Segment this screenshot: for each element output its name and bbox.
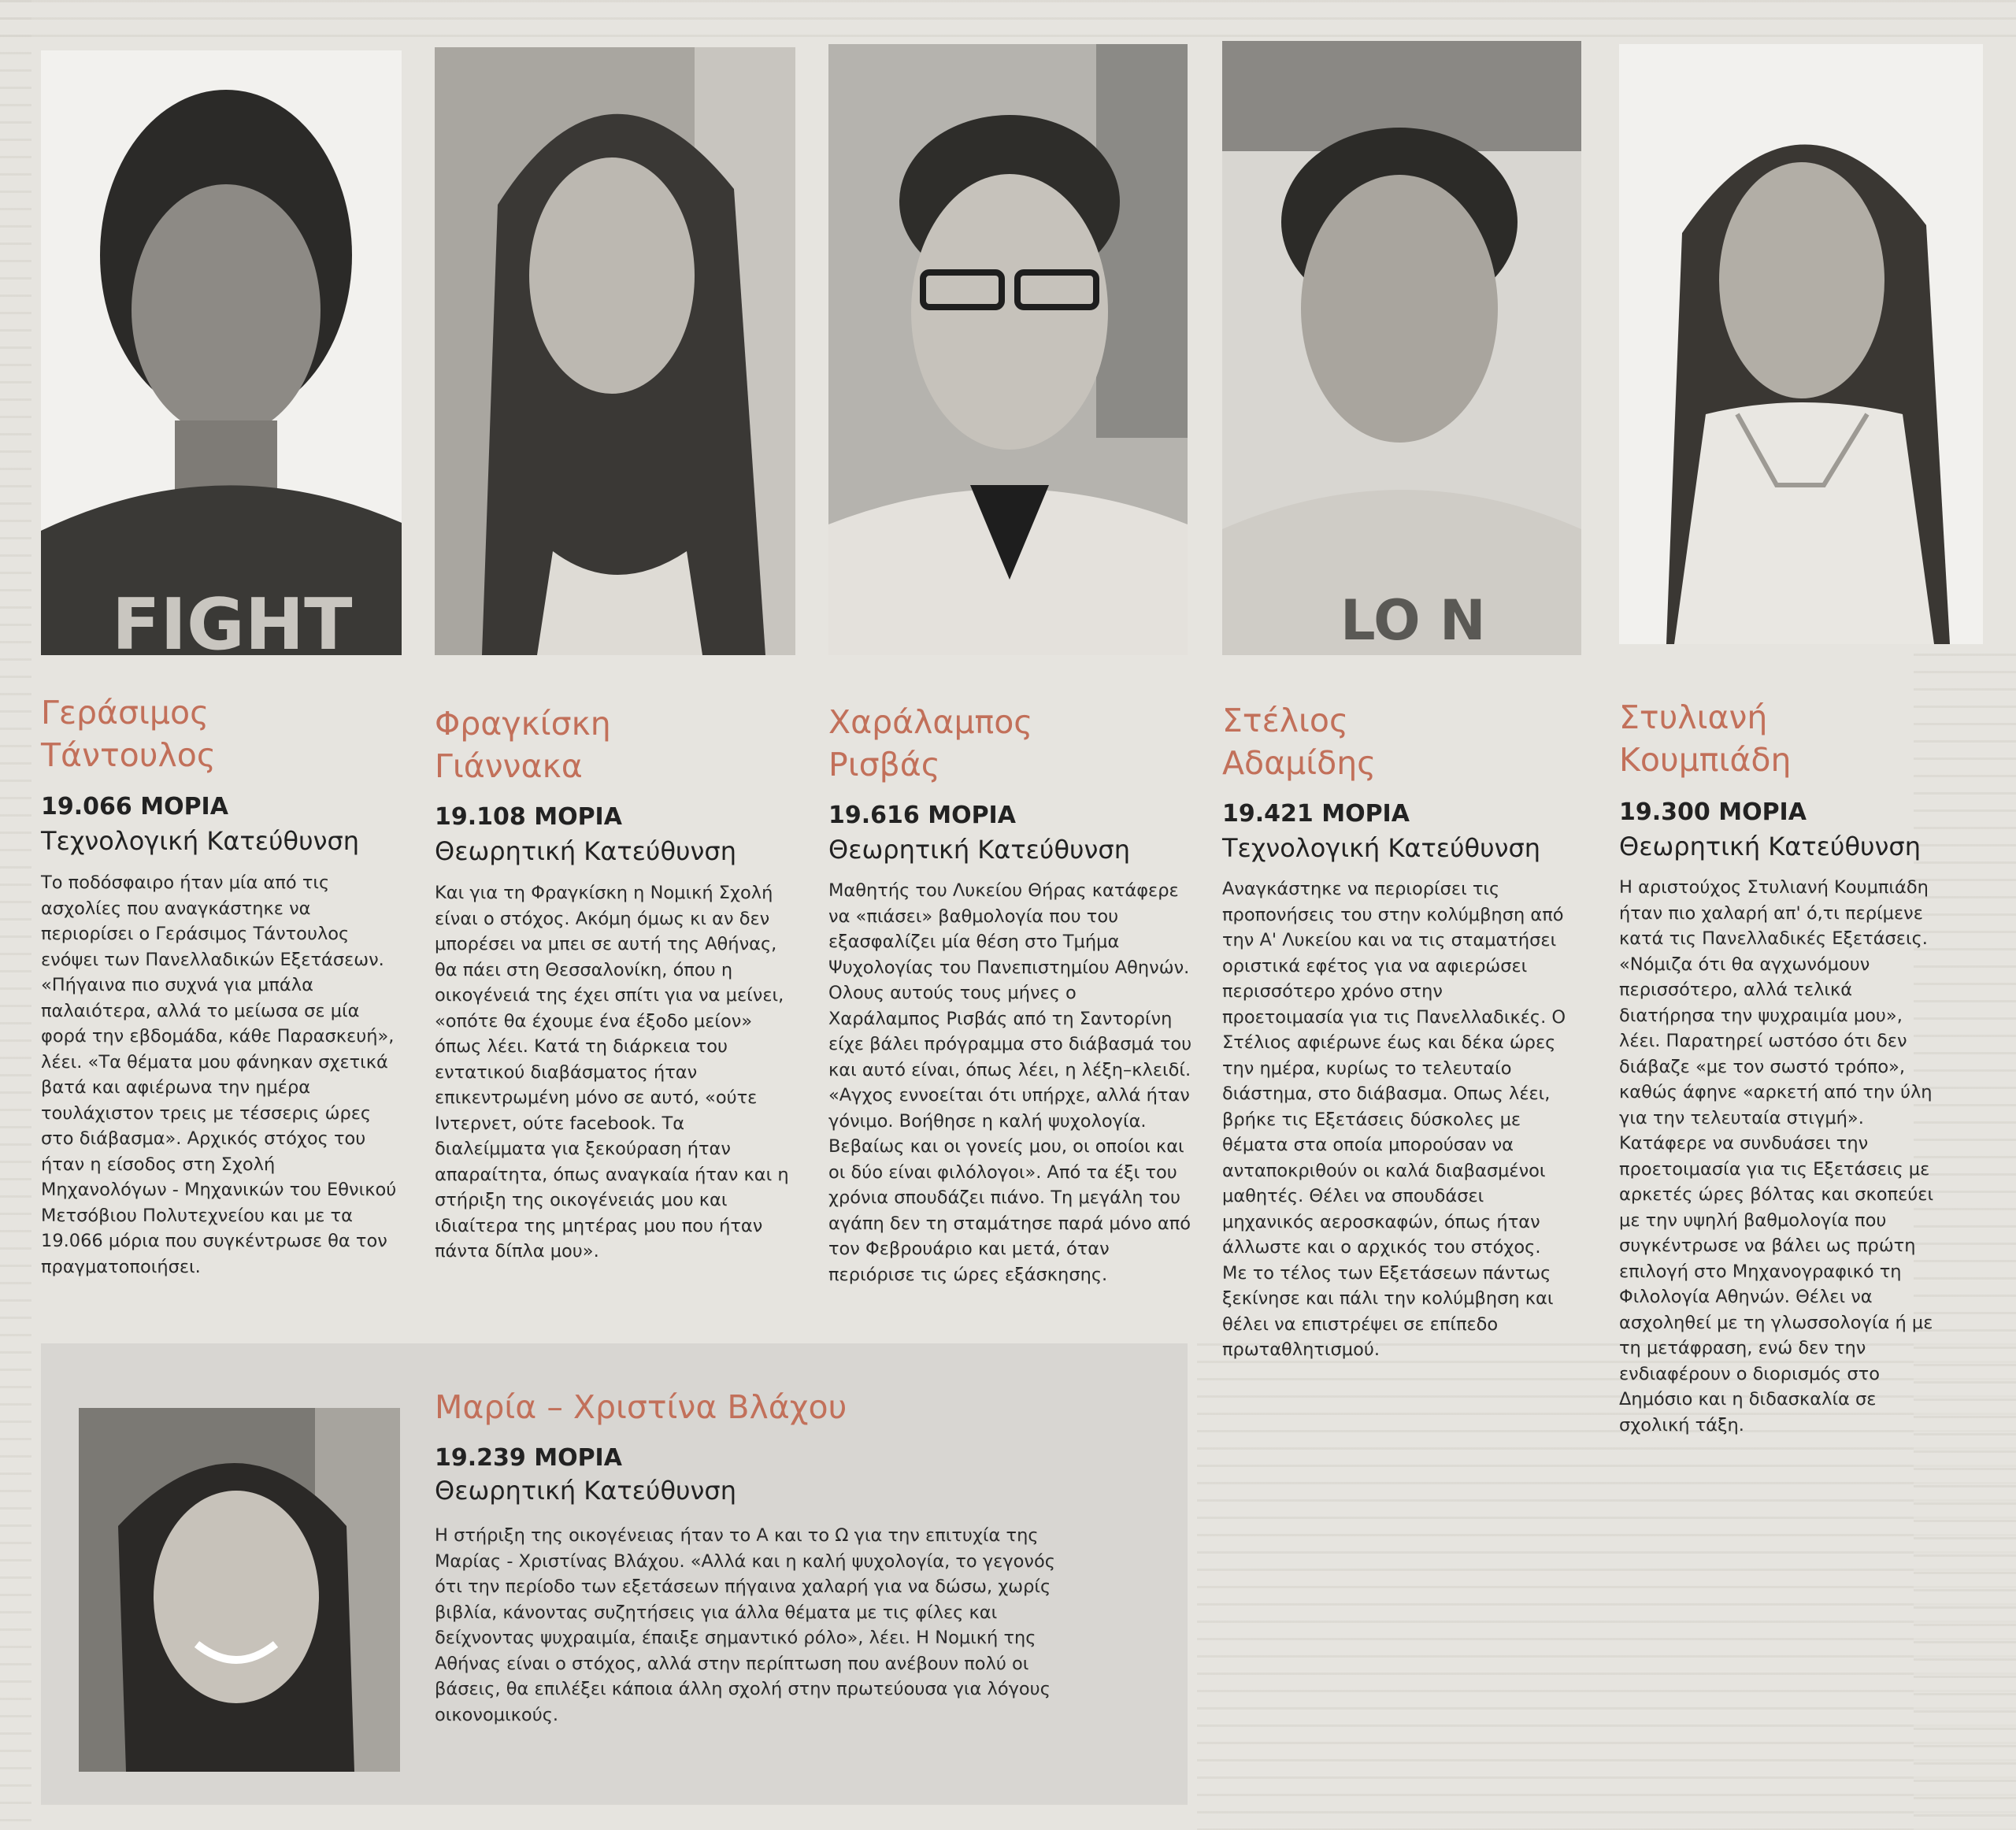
story-text: Το ποδόσφαιρο ήταν μία από τις ασχολίες που αναγκάστηκε να περιορίσει ο Γεράσιμος Τάντουλος ενόψει των Πανελλαδικών Εξετάσεων. «Πήγαινα πιο συχνά για μπάλα παλαιότερα, αλλά το μείωσα σε μία φορά την εβδομάδα, κάθε Παρασκευή», λέει. «Τα θέματα μου φάνηκαν σχετικά βατά και αφιέρωνα την ημέρα τουλάχιστον τρεις με τέσσερις ώρες στο διάβασμα». Αρχικός στόχος του ήταν η είσοδος στη Σχολή Μηχανολόγων - Μηχανικών του Εθνικού Μετσόβιου Πολυτεχνείου και με τα 19.066 μόρια που συγκέντρωσε θα τον πραγματοποιήσει. [41,872,397,1277]
feature-track: Θεωρητική Κατεύθυνση [435,1476,736,1506]
portrait-image [435,47,795,655]
student-name [41,691,387,776]
track: Θεωρητική Κατεύθυνση [435,836,736,866]
student-photo [828,44,1188,655]
student-story [828,878,1192,1287]
portrait-image [1619,44,1983,644]
student-photo [435,47,795,655]
student-name [435,702,781,787]
student-story [1619,875,1934,1438]
student-photo [1619,44,1983,644]
background-column-top [0,0,2016,39]
score: 19.300 ΜΟΡΙΑ [1619,798,1807,826]
feature-score: 19.239 ΜΟΡΙΑ [435,1444,622,1472]
track: Θεωρητική Κατεύθυνση [828,835,1130,865]
student-photo [41,50,402,655]
portrait-image [41,50,402,655]
last-name: Τάντουλος [41,736,216,774]
last-name: Κουμπιάδη [1619,741,1792,779]
score: 19.108 ΜΟΡΙΑ [435,803,622,831]
track: Τεχνολογική Κατεύθυνση [1222,833,1541,863]
student-story [1222,876,1569,1363]
first-name: Στυλιανή [1619,698,1768,736]
last-name: Αδαμίδης [1222,744,1377,782]
portrait-image [1222,41,1581,655]
score: 19.616 ΜΟΡΙΑ [828,802,1016,829]
score: 19.066 ΜΟΡΙΑ [41,793,228,821]
score: 19.421 ΜΟΡΙΑ [1222,800,1410,828]
first-name: Στέλιος [1222,702,1349,739]
student-name [1222,699,1569,784]
track: Θεωρητική Κατεύθυνση [1619,832,1921,861]
first-name: Φραγκίσκη [435,705,611,743]
student-photo [1222,41,1581,655]
student-story [41,870,403,1280]
story-text: Η στήριξη της οικογένειας ήταν το Α και το Ω για την επιτυχία της Μαρίας - Χριστίνας Βλάχου. «Αλλά και η καλή ψυχολογία, το γεγονός ότι την περίοδο των εξετάσεων πήγαινα χαλαρή για να δώσω, χωρίς βιβλία, κάνοντας συζητήσεις για άλλα θέματα με τις φίλες και δείχνοντας ψυχραιμία, έπαιξε σημαντικό ρόλο», λέει. Η Νομική της Αθήνας είναι ο στόχος, αλλά στην περίπτωση που ανέβουν πολύ οι βάσεις, θα επιλέξει κάποια άλλη σχολή στην πρωτεύουσα για λόγους οικονομικούς. [435,1525,1055,1725]
story-text: Μαθητής του Λυκείου Θήρας κατάφερε να «πιάσει» βαθμολογία που του εξασφαλίζει μία θέση στο Τμήμα Ψυχολογίας του Πανεπιστημίου Αθηνών. Ολους αυτούς τους μήνες ο Χαράλαμπος Ρισβάς από τη Σαντορίνη είχε βάλει πρόγραμμα στο διάβασμά του και αυτό είναι, όπως λέει, η λέξη–κλειδί. «Αγχος εννοείται ότι υπήρχε, αλλά ήταν γόνιμο. Βοήθησε η καλή ψυχολογία. Βεβαίως και οι γονείς μου, οι οποίοι και οι δύο είναι φιλόλογοι». Από τα έξι του χρόνια σπουδάζει πιάνο. Τη μεγάλη του αγάπη δεν τη σταμάτησε παρά μόνο από τον Φεβρουάριο και μετά, όταν περιόρισε τις ώρες εξάσκησης. [828,880,1192,1285]
last-name: Γιάννακα [435,747,583,785]
student-story [435,880,799,1265]
student-name [1619,696,1966,781]
background-column-left [0,0,32,1830]
svg-text:LO N: LO N [1340,588,1486,653]
last-name: Ρισβάς [828,746,940,783]
feature-name: Μαρία – Χριστίνα Βλάχου [435,1388,847,1426]
feature-story [435,1523,1080,1728]
first-name: Γεράσιμος [41,694,209,732]
feature-photo [79,1408,400,1772]
story-text: Η αριστούχος Στυλιανή Κουμπιάδη ήταν πιο χαλαρή απ' ό,τι περίμενε κατά τις Πανελλαδικές Εξετάσεις. «Νόμιζα ότι θα αγχωνόμουν περισσότερο, αλλά τελικά διατήρησα την ψυχραιμία μου», λέει. Παρατηρεί ωστόσο ότι δεν διάβαζε «με τον σωστό τρόπο», καθώς άφηνε «αρκετή από την ύλη για την τελευταία στιγμή». Κατάφερε να συνδυάσει την προετοιμασία για τις Εξετάσεις με αρκετές ώρες βόλτας και σκοπεύει με την υψηλή βαθμολογία που συγκέντρωσε να βάλει ως πρώτη επιλογή στο Μηχανογραφικό τη Φιλολογία Αθηνών. Θέλει να ασχοληθεί με τη γλωσσολογία ή με τη μετάφραση, ενώ δεν την ενδιαφέρουν ο διορισμός στο Δημόσιο και η διδασκαλία σε σχολική τάξη. [1619,877,1934,1435]
story-text: Αναγκάστηκε να περιορίσει τις προπονήσεις του στην κολύμβηση από την Α' Λυκείου και να τις σταματήσει οριστικά εφέτος για να αφιερώσει περισσότερο χρόνο στην προετοιμασία για τις Πανελλαδικές. Ο Στέλιος αφιέρωνε έως και δέκα ώρες την ημέρα, κυρίως το τελευταίο διάστημα, στο διάβασμα. Οπως λέει, βρήκε τις Εξετάσεις δύσκολες με θέματα στα οποία μπορούσαν να ανταποκριθούν οι καλά διαβασμένοι μαθητές. Θέλει να σπουδάσει μηχανικός αεροσκαφών, όπως ήταν άλλωστε και ο αρχικός του στόχος. Με το τέλος των Εξετάσεων πάντως ξεκίνησε και πάλι την κολύμβηση και θέλει να επιστρέψει σε επίπεδο πρωταθλητισμού. [1222,879,1566,1360]
story-text: Και για τη Φραγκίσκη η Νομική Σχολή είναι ο στόχος. Ακόμη όμως κι αν δεν μπορέσει να μπει σε αυτή της Αθήνας, θα πάει στη Θεσσαλονίκη, όπου η οικογένειά της έχει σπίτι για να μείνει, «οπότε θα έχουμε ένα έξοδο μείον» όπως λέει. Κατά τη διάρκεια του εντατικού διαβάσματος ήταν επικεντρωμένη μόνο σε αυτό, «ούτε Ιντερνετ, ούτε facebook. Τα διαλείμματα για ξεκούραση ήταν απαραίτητα, όπως αναγκαία ήταν και η στήριξη της οικογένειάς μου και ιδιαίτερα της μητέρας μου που ήταν πάντα δίπλα μου». [435,883,789,1261]
svg-text:FIGHT: FIGHT [112,583,353,655]
first-name: Χαράλαμπος [828,703,1033,741]
portrait-image [79,1408,400,1772]
portrait-image [828,44,1188,655]
track: Τεχνολογική Κατεύθυνση [41,826,360,856]
student-name [828,701,1175,786]
